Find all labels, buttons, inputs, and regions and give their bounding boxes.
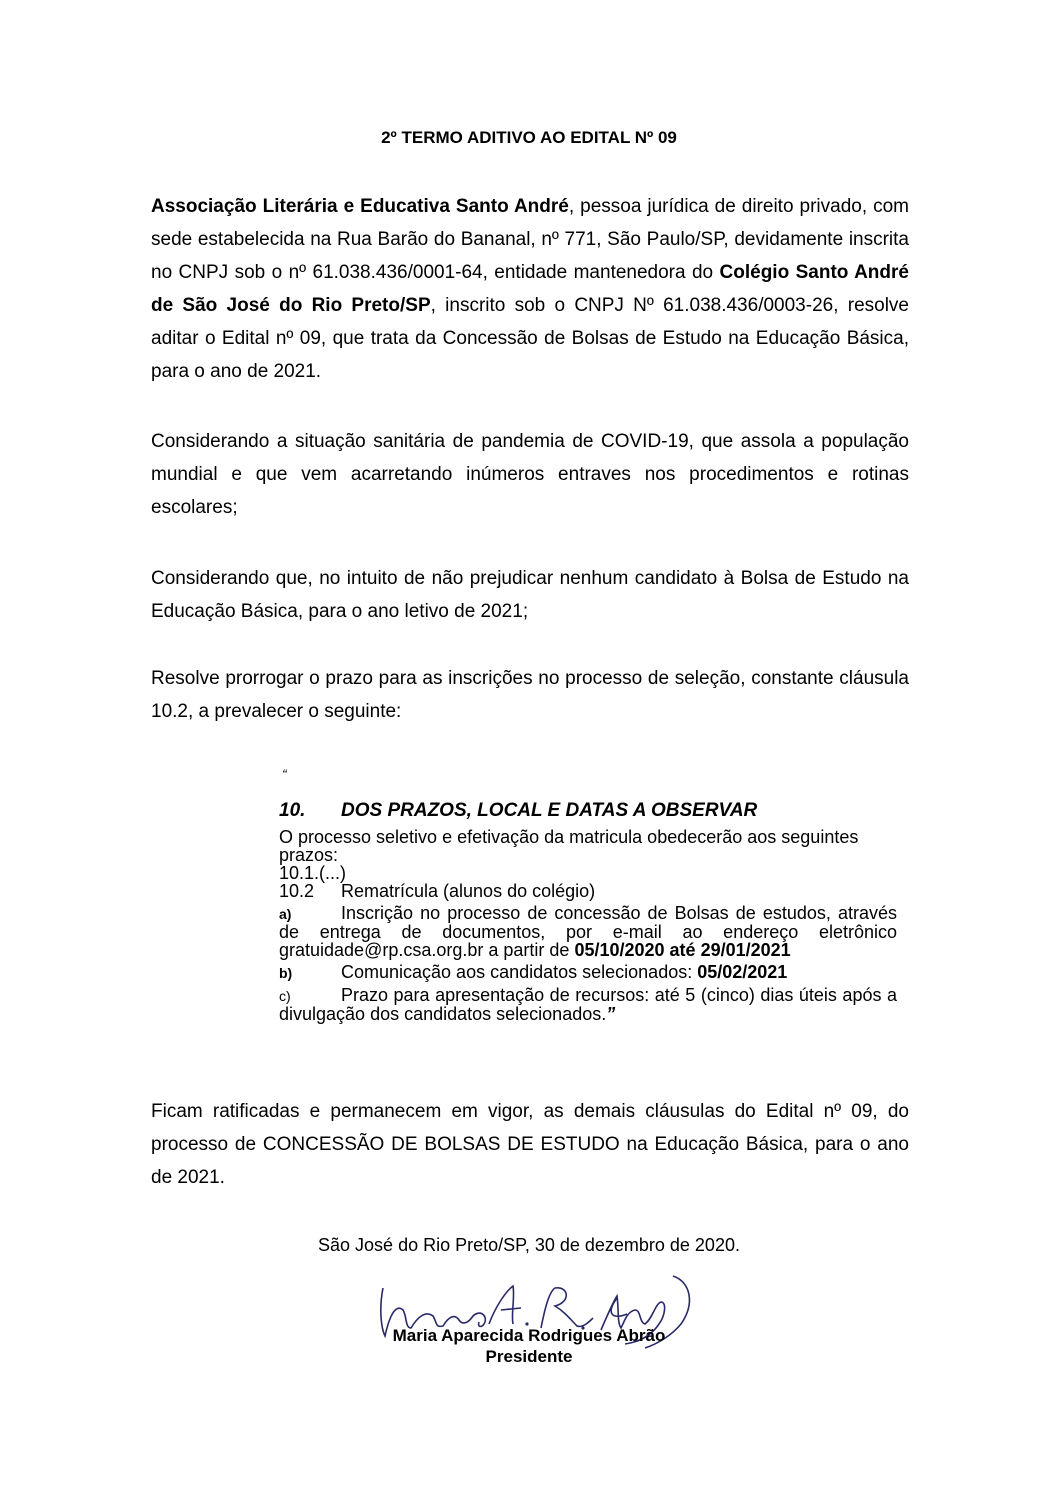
- item-c-text: Prazo para apresentação de recursos: até 5 (cinco) dias úteis após a divulgação dos candidatos selecionados.: [279, 985, 897, 1024]
- school-name: Colégio Santo André de São José do Rio Preto/SP: [151, 262, 909, 316]
- place-and-date: São José do Rio Preto/SP, 30 de dezembro de 2020.: [318, 1235, 740, 1255]
- item-b-date: 05/02/2021: [697, 962, 788, 982]
- item-10-2-number: 10.2: [279, 881, 315, 901]
- item-b-label: b): [279, 965, 293, 981]
- item-b-text: Comunicação aos candidatos selecionados:: [341, 962, 698, 982]
- clause-heading: [279, 800, 909, 822]
- paragraph-ratification: Ficam ratificadas e permanecem em vigor, as demais cláusulas do Edital nº 09, do processo de CONCESSÃO DE BOLSAS DE ESTUDO na Educação Básica, para o ano de 2021.: [151, 1101, 909, 1188]
- item-10-1: 10.1.(...): [279, 863, 347, 883]
- item-a-connector: até: [664, 940, 701, 960]
- item-a: [279, 904, 897, 959]
- paragraph-considering-pandemic: Considerando a situação sanitária de pandemia de COVID-19, que assola a população mundial e que vem acarretando inúmeros entraves nos procedimentos e rotinas escolares;: [151, 431, 909, 518]
- opening-quote-mark: “: [282, 766, 287, 782]
- clause-number: 10.: [279, 800, 306, 821]
- item-a-start-date: 05/10/2020: [574, 940, 665, 960]
- signer-role: Presidente: [485, 1347, 573, 1366]
- signer-name: Maria Aparecida Rodrigues Abrão: [392, 1326, 666, 1345]
- paragraph-entity-text2: , inscrito sob o CNPJ Nº 61.038.436/0003-26, resolve aditar o Edital nº 09, que trata da Concessão de Bolsas de Estudo na Educação Básica, para o ano de 2021.: [151, 295, 909, 382]
- clause-body: [279, 828, 897, 1023]
- item-a-text: Inscrição no processo de concessão de Bolsas de estudos, através de entrega de documentos, por e-mail ao endereço eletrônico gratuidade@rp.csa.org.br a partir de: [279, 903, 897, 960]
- paragraph-considering-candidates: Considerando que, no intuito de não prejudicar nenhum candidato à Bolsa de Estudo na Educação Básica, para o ano letivo de 2021;: [151, 568, 909, 622]
- clause-10: [279, 800, 909, 1023]
- entity-name: Associação Literária e Educativa Santo André: [151, 196, 569, 217]
- paragraph-entity-text1: , pessoa jurídica de direito privado, com sede estabelecida na Rua Barão do Bananal, nº 771, São Paulo/SP, devidamente inscrita no CNPJ sob o nº 61.038.436/0001-64, entidade mantenedora do: [151, 196, 909, 283]
- item-c: [279, 986, 897, 1023]
- item-b: [279, 963, 897, 982]
- item-10-2: [279, 882, 897, 900]
- clause-intro: O processo seletivo e efetivação da matricula obedecerão aos seguintes prazos:: [279, 827, 859, 865]
- closing-quote-mark: ”: [606, 1004, 616, 1024]
- document-title: 2º TERMO ADITIVO AO EDITAL Nº 09: [381, 128, 677, 147]
- clause-heading-text: DOS PRAZOS, LOCAL E DATAS A OBSERVAR: [341, 800, 758, 821]
- signature-text: Maria A. R. Abrão: [355, 1258, 363, 1259]
- item-10-2-text: Rematrícula (alunos do colégio): [341, 881, 596, 901]
- paragraph-entity: [151, 190, 909, 388]
- item-c-label: c): [279, 988, 291, 1004]
- item-a-end-date: 29/01/2021: [700, 940, 791, 960]
- item-a-label: a): [279, 906, 292, 922]
- signer-block: [0, 1325, 1058, 1367]
- paragraph-resolve: Resolve prorrogar o prazo para as inscrições no processo de seleção, constante cláusula 10.2, a prevalecer o seguinte:: [151, 668, 909, 722]
